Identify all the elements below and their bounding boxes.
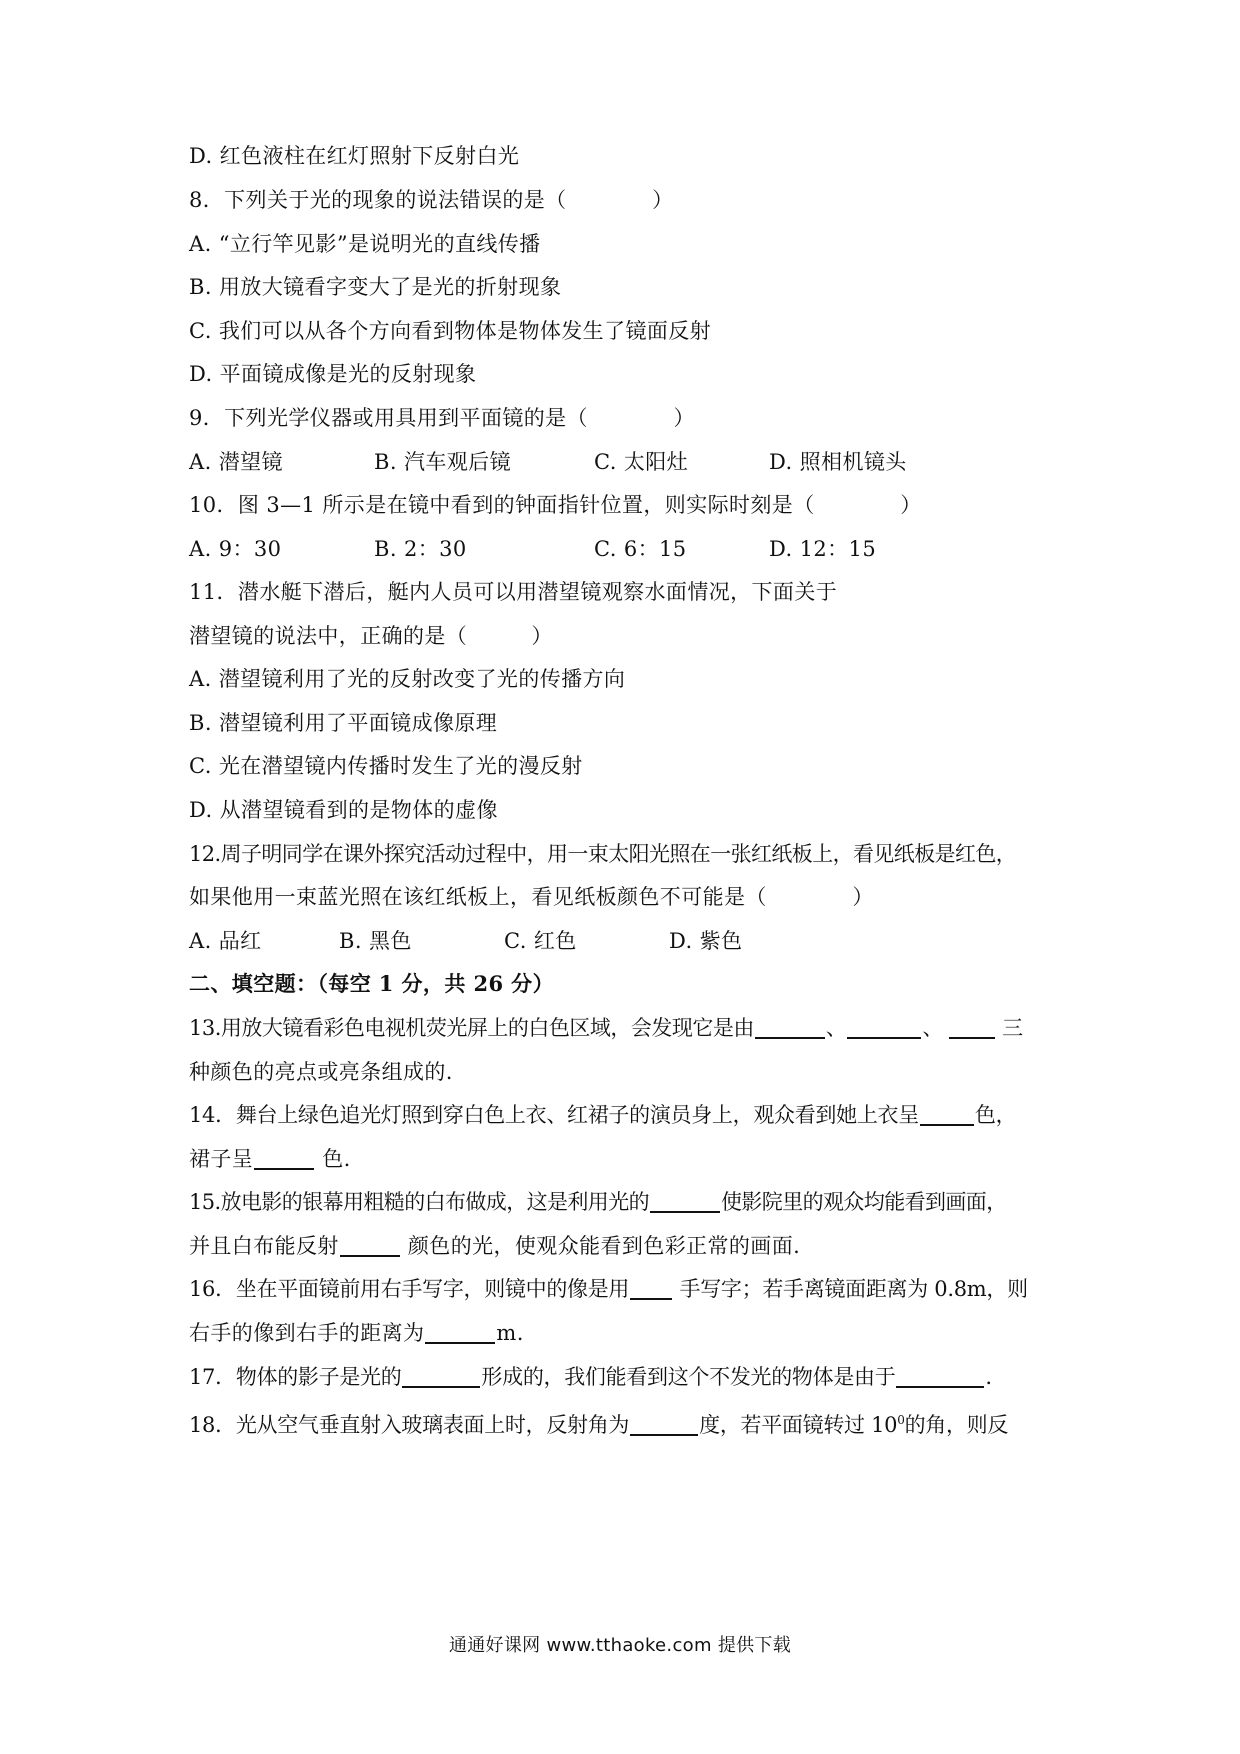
q9-option-b: B. 汽车观后镜	[374, 450, 511, 474]
question-8: 8．下列关于光的现象的说法错误的是（ ）	[189, 188, 674, 212]
question-18: 18．光从空气垂直射入玻璃表面上时，反射角为 度，若平面镜转过 $10^0$的角，则反	[189, 1413, 1009, 1437]
page-footer: 通通好课网 www.tthaoke.com 提供下载	[448, 1635, 792, 1656]
q7-option-d: D. 红色液柱在红灯照射下反射白光	[189, 144, 520, 168]
question-14-line-1: 14．舞台上绿色追光灯照到穿白色上衣、红裙子的演员身上，观众看到她上衣呈 色，	[189, 1103, 1017, 1127]
q16-blank-2[interactable]	[425, 1320, 495, 1344]
q15-blank-2[interactable]	[340, 1233, 400, 1257]
q12-option-c: C. 红色	[504, 929, 577, 953]
question-16-line-2: 右手的像到右手的距离为 m.	[189, 1321, 524, 1345]
q17-blank-1[interactable]	[402, 1364, 480, 1388]
question-11-line-2: 潜望镜的说法中，正确的是（ ）	[189, 624, 553, 648]
q8-option-c: C. 我们可以从各个方向看到物体是物体发生了镜面反射	[189, 319, 712, 343]
q10-option-c: C. 6：15	[594, 537, 687, 561]
q10-option-a: A. 9：30	[189, 537, 282, 561]
question-15-line-2: 并且白布能反射 颜色的光，使观众能看到色彩正常的画面.	[189, 1234, 801, 1258]
q14-blank-2[interactable]	[254, 1146, 314, 1170]
q9-option-c: C. 太阳灶	[594, 450, 689, 474]
question-16-line-1: 16．坐在平面镜前用右手写字，则镜中的像是用 手写字；若手离镜面距离为 0.8m，则	[189, 1277, 1028, 1301]
q10-option-b: B. 2：30	[374, 537, 467, 561]
q12-option-d: D. 紫色	[669, 929, 743, 953]
q18-blank-1[interactable]	[630, 1412, 698, 1436]
q9-option-d: D. 照相机镜头	[769, 450, 907, 474]
question-12-line-2: 如果他用一束蓝光照在该红纸板上，看见纸板颜色不可能是（ ）	[189, 885, 874, 909]
q8-option-b: B. 用放大镜看字变大了是光的折射现象	[189, 275, 562, 299]
q9-option-a: A. 潜望镜	[189, 450, 283, 474]
q16-blank-1[interactable]	[630, 1276, 672, 1300]
question-13-line-2: 种颜色的亮点或亮条组成的.	[189, 1060, 453, 1084]
q11-option-a: A. 潜望镜利用了光的反射改变了光的传播方向	[189, 667, 626, 691]
question-17: 17．物体的影子是光的 形成的，我们能看到这个不发光的物体是由于 .	[189, 1365, 992, 1389]
q10-options	[189, 534, 876, 564]
q9-options	[189, 447, 907, 477]
section-2-heading: 二、填空题：（每空 1 分，共 26 分）	[189, 971, 554, 996]
q10-option-d: D. 12：15	[769, 537, 877, 561]
q13-blank-3[interactable]	[949, 1015, 995, 1039]
question-14-line-2: 裙子呈 色.	[189, 1147, 351, 1171]
q17-blank-2[interactable]	[896, 1364, 984, 1388]
q8-option-a: A. “立行竿见影”是说明光的直线传播	[189, 232, 541, 256]
question-13-line-1: 13.用放大镜看彩色电视机荧光屏上的白色区域，会发现它是由 、 、 三	[189, 1016, 1023, 1040]
question-15-line-1: 15.放电影的银幕用粗糙的白布做成，这是利用光的 使影院里的观众均能看到画面，	[189, 1190, 1007, 1214]
q15-blank-1[interactable]	[650, 1189, 720, 1213]
question-9: 9．下列光学仪器或用具用到平面镜的是（ ）	[189, 406, 695, 430]
q13-blank-1[interactable]	[755, 1015, 825, 1039]
q11-option-b: B. 潜望镜利用了平面镜成像原理	[189, 711, 498, 735]
q8-option-d: D. 平面镜成像是光的反射现象	[189, 362, 477, 386]
q12-option-b: B. 黑色	[339, 929, 412, 953]
q13-blank-2[interactable]	[847, 1015, 921, 1039]
q12-option-a: A. 品红	[189, 929, 262, 953]
q11-option-c: C. 光在潜望镜内传播时发生了光的漫反射	[189, 754, 583, 778]
question-10: 10．图 3—1 所示是在镜中看到的钟面指针位置，则实际时刻是（ ）	[189, 493, 922, 517]
q12-options	[189, 926, 742, 956]
q11-option-d: D. 从潜望镜看到的是物体的虚像	[189, 798, 498, 822]
q14-blank-1[interactable]	[920, 1102, 974, 1126]
question-11-line-1: 11．潜水艇下潜后，艇内人员可以用潜望镜观察水面情况，下面关于	[189, 580, 838, 604]
question-12-line-1: 12.周子明同学在课外探究活动过程中，用一束太阳光照在一张红纸板上，看见纸板是红色，	[189, 842, 1017, 866]
